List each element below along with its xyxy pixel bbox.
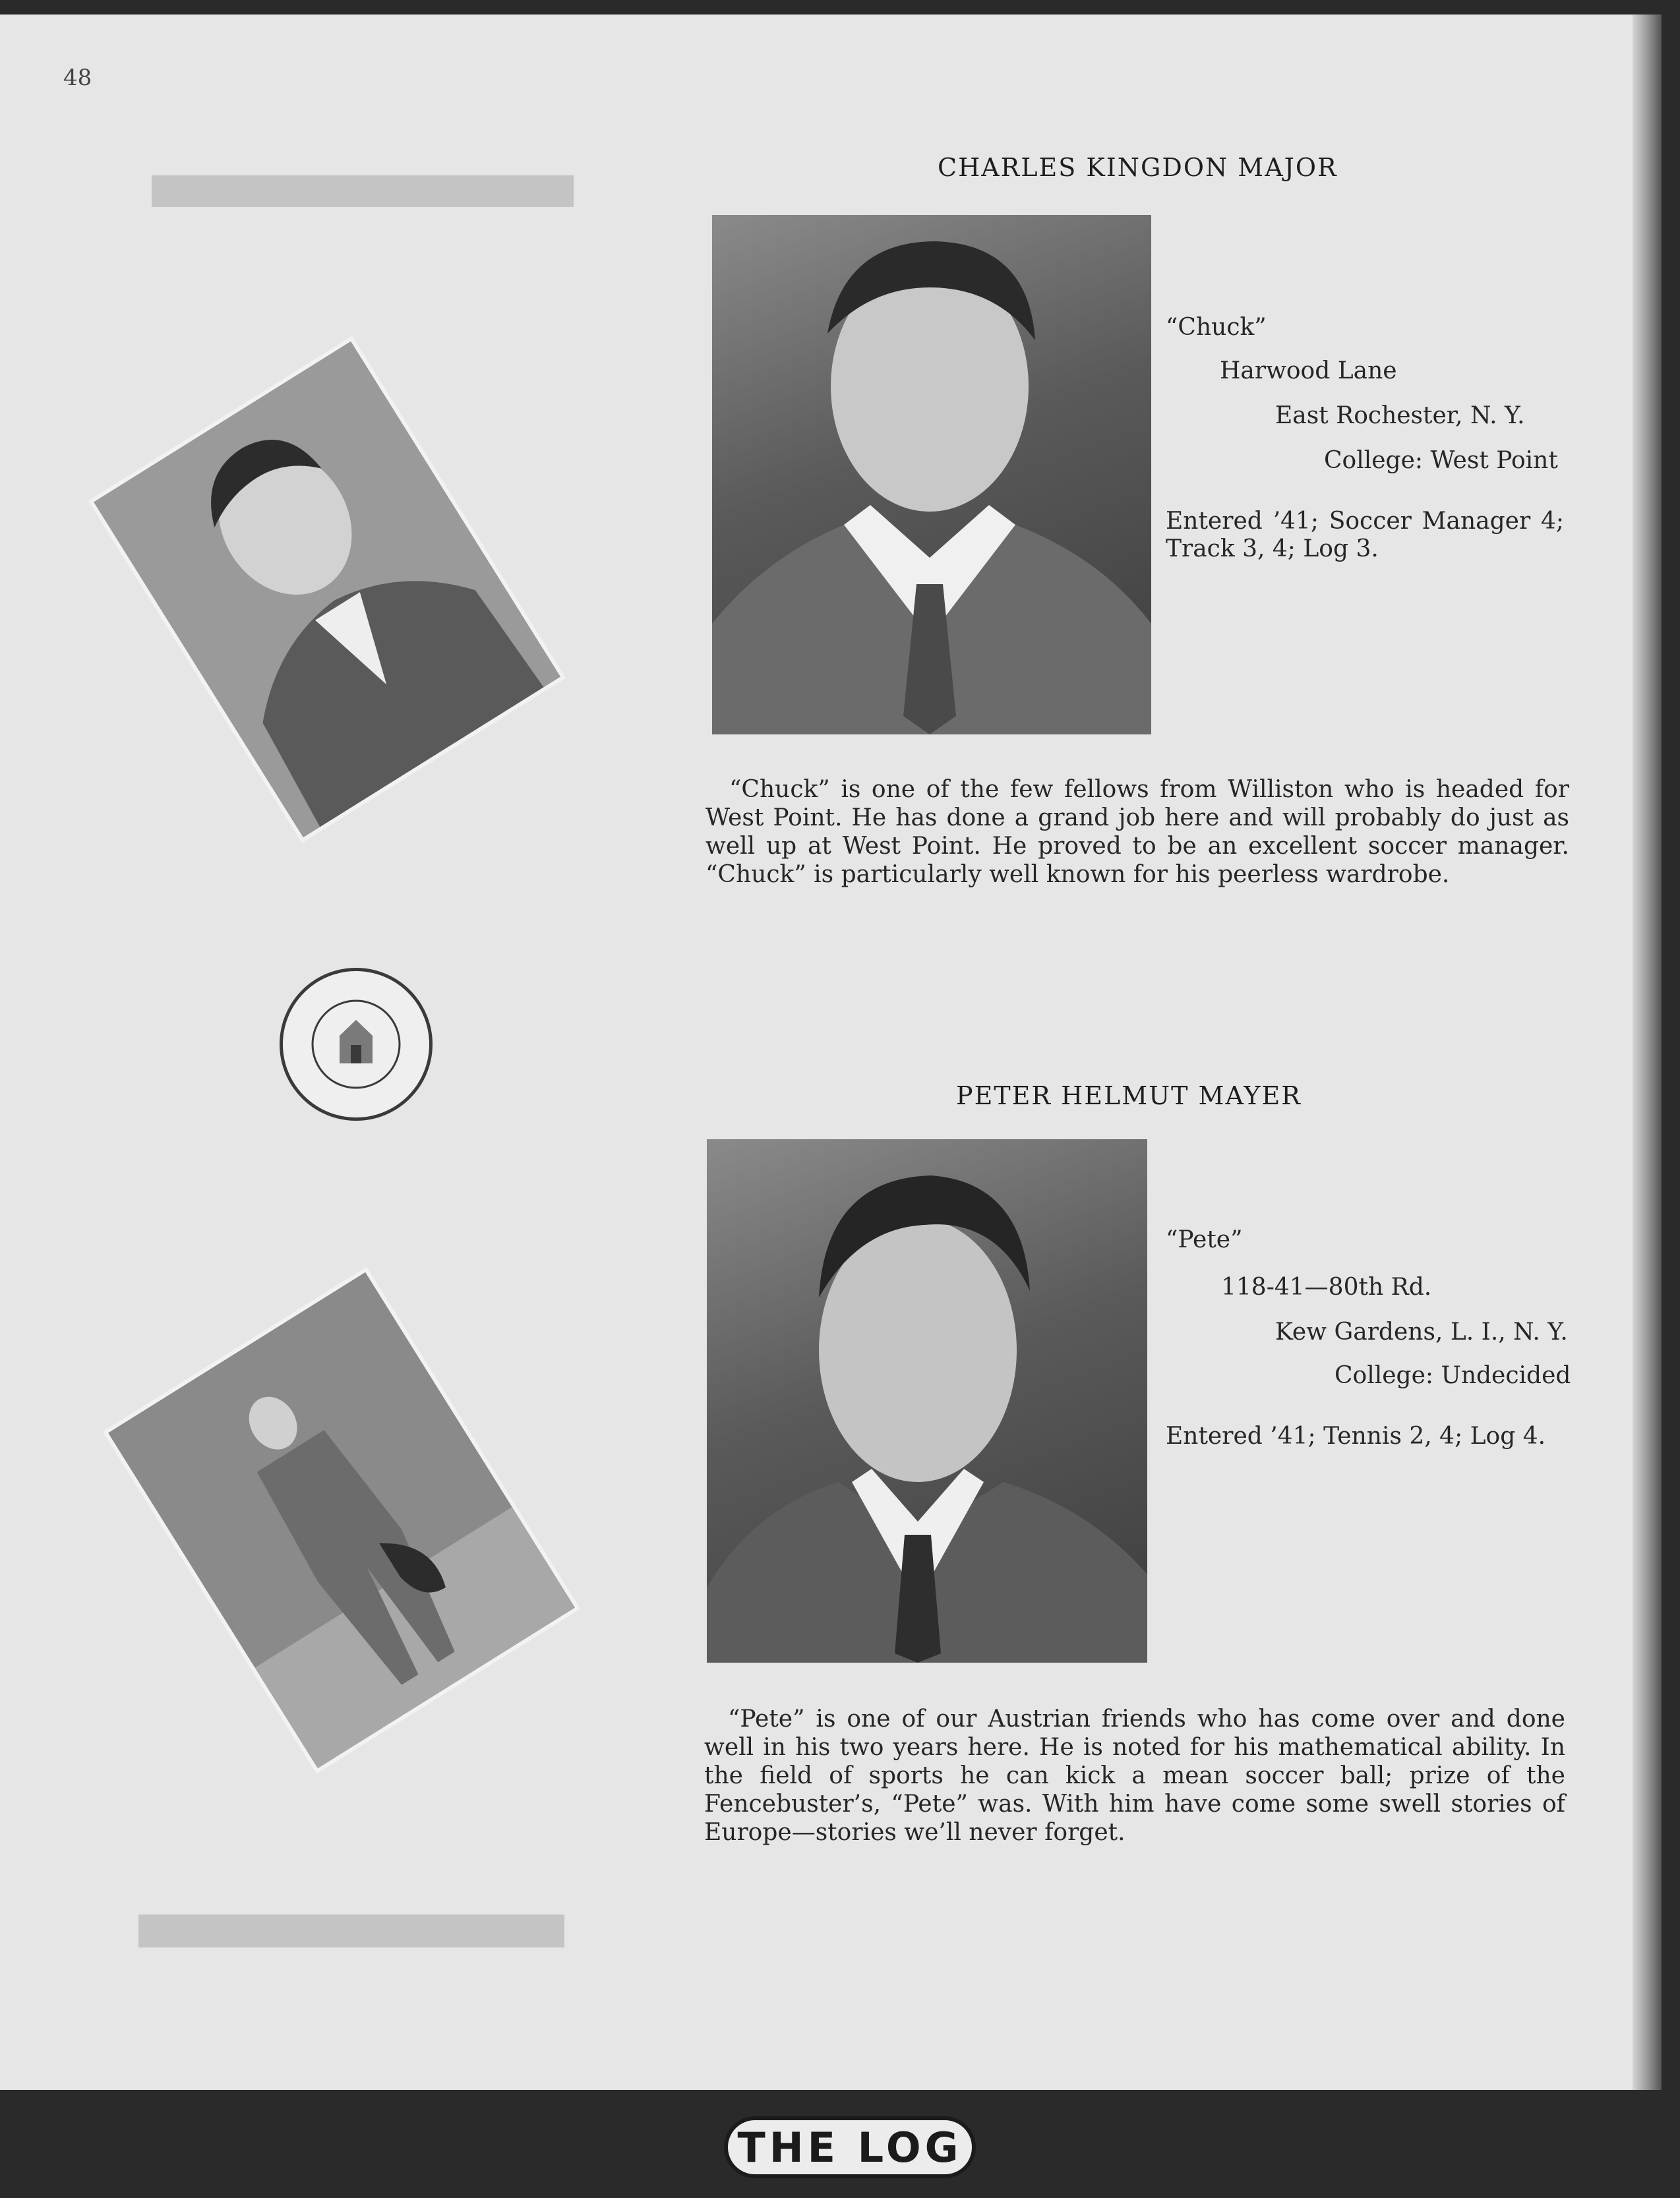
- entry-2-name: PETER HELMUT MAYER: [956, 1081, 1302, 1110]
- top-gray-bar: [152, 175, 574, 207]
- seal-emblem-icon: [283, 971, 429, 1117]
- entry-1-name: CHARLES KINGDON MAJOR: [938, 153, 1338, 182]
- bottom-gray-bar: [138, 1915, 564, 1947]
- portrait-silhouette: [707, 1139, 1147, 1663]
- entry-1-portrait: [712, 215, 1151, 734]
- entry-1-street: Harwood Lane: [1220, 357, 1397, 384]
- williston-academy-seal: [280, 968, 433, 1121]
- page-number: 48: [63, 65, 92, 91]
- entry-2-college: College: Undecided: [1335, 1362, 1571, 1389]
- entry-1-city: East Rochester, N. Y.: [1275, 402, 1525, 429]
- entry-2-city: Kew Gardens, L. I., N. Y.: [1275, 1319, 1568, 1346]
- entry-2-portrait: [707, 1139, 1147, 1663]
- entry-1-college: College: West Point: [1324, 447, 1558, 474]
- entry-1-activities-line-1: Entered ’41; Soccer Manager 4;: [1166, 508, 1564, 535]
- entry-2-bio: “Pete” is one of our Austrian friends who has come over and done well in his two years here. He is noted for his mathematical ability. In the field of sports he can kick a mean soccer ball; prize of the Fencebuster’s, “Pete” was. With him have come some swell stories of Europe—stories we’ll never forget.: [704, 1706, 1565, 1846]
- entry-1-bio: “Chuck” is one of the few fellows from Williston who is headed for West Point. He has done a grand job here and will probably do just as well up at West Point. He proved to be an excellent soccer manager. “Chuck” is particularly well known for his peerless wardrobe.: [705, 776, 1569, 888]
- the-log-badge: THE LOG: [724, 2116, 976, 2178]
- entry-2-activities-line-1: Entered ’41; Tennis 2, 4; Log 4.: [1166, 1423, 1546, 1450]
- entry-2-nickname: “Pete”: [1166, 1226, 1243, 1253]
- entry-1-activities-line-2: Track 3, 4; Log 3.: [1166, 535, 1379, 562]
- portrait-silhouette: [712, 215, 1151, 734]
- entry-2-street: 118-41—80th Rd.: [1221, 1274, 1432, 1301]
- entry-1-nickname: “Chuck”: [1166, 314, 1267, 341]
- page-edge-shadow: [1633, 15, 1662, 2090]
